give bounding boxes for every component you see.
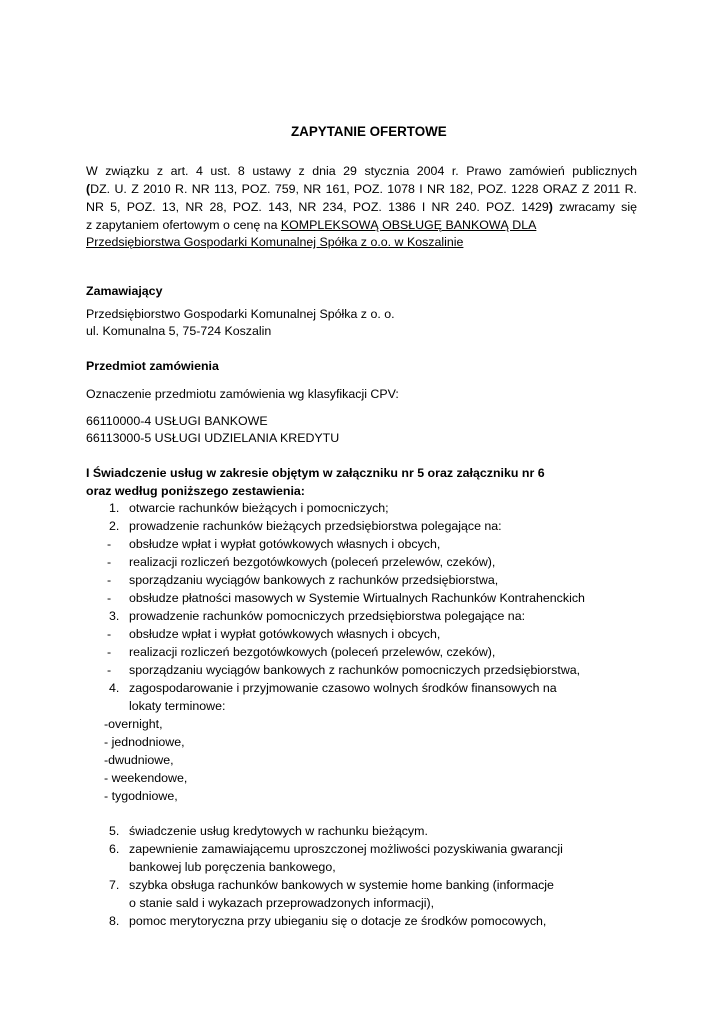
term-item: - jednodniowe, — [104, 735, 185, 749]
list-item-cont: lokaty terminowe: — [129, 699, 226, 713]
list-item: sporządzaniu wyciągów bankowych z rachunków przedsiębiorstwa, — [129, 573, 499, 587]
intro-legal-ref-cont: NR 5, POZ. 13, NR 28, POZ. 143, NR 234, POZ. 1386 I NR 240. POZ. 1429 — [86, 200, 549, 214]
list-item: pomoc merytoryczna przy ubieganiu się o dotacje ze środków pomocowych, — [129, 914, 547, 928]
term-item: - tygodniowe, — [104, 789, 178, 803]
list-item: prowadzenie rachunków bieżących przedsiębiorstwa polegające na: — [129, 519, 502, 533]
list-marker: - — [107, 537, 112, 551]
intro-line-1: W związku z art. 4 ust. 8 ustawy z dnia 29 stycznia 2004 r. Prawo zamówień publicznych — [86, 164, 637, 178]
list-marker: 4. — [109, 681, 120, 695]
zamawiajacy-address: ul. Komunalna 5, 75-724 Koszalin — [86, 324, 272, 338]
intro-subject-link-cont: Przedsiębiorstwa Gospodarki Komunalnej Spółka z o.o. w Koszalinie — [86, 235, 464, 249]
list-marker: 6. — [109, 842, 120, 856]
zamawiajacy-name: Przedsiębiorstwo Gospodarki Komunalnej Spółka z o. o. — [86, 307, 395, 321]
section-1-heading-cont: oraz według poniższego zestawienia: — [86, 484, 305, 498]
list-marker: - — [107, 663, 112, 677]
intro-line-3 — [86, 199, 637, 216]
intro-legal-ref: DZ. U. Z 2010 R. NR 113, POZ. 759, NR 161, POZ. 1078 I NR 182, POZ. 1228 ORAZ Z 2011 R. — [90, 182, 637, 196]
list-item: zagospodarowanie i przyjmowanie czasowo wolnych środków finansowych na — [129, 681, 557, 695]
list-marker: - — [107, 573, 112, 587]
intro-paren-open: ( — [86, 182, 91, 196]
list-marker: 8. — [109, 914, 120, 928]
list-item-cont: bankowej lub poręczenia bankowego, — [129, 860, 336, 874]
cpv-code-2: 66113000-5 USŁUGI UDZIELANIA KREDYTU — [86, 431, 340, 445]
document-title: ZAPYTANIE OFERTOWE — [291, 124, 447, 139]
list-marker: 3. — [109, 609, 120, 623]
intro-line-4-start: z zapytaniem ofertowym o cenę na — [86, 218, 281, 232]
term-item: -overnight, — [104, 717, 163, 731]
list-marker: 2. — [109, 519, 120, 533]
list-marker: - — [107, 627, 112, 641]
section-1-heading: I Świadczenie usług w zakresie objętym w załączniku nr 5 oraz załączniku nr 6 — [86, 466, 545, 480]
list-marker: - — [107, 555, 112, 569]
term-item: - weekendowe, — [104, 771, 188, 785]
przedmiot-heading: Przedmiot zamówienia — [86, 359, 219, 373]
intro-line-4 — [86, 217, 536, 234]
list-item: zapewnienie zamawiającemu uproszczonej możliwości pozyskiwania gwarancji — [129, 842, 563, 856]
list-marker: 7. — [109, 878, 120, 892]
zamawiajacy-heading: Zamawiający — [86, 284, 163, 298]
list-item: realizacji rozliczeń bezgotówkowych (poleceń przelewów, czeków), — [129, 645, 496, 659]
intro-line-3-end: zwracamy się — [552, 200, 637, 214]
list-item: świadczenie usług kredytowych w rachunku bieżącym. — [129, 824, 428, 838]
list-item: obsłudze wpłat i wypłat gotówkowych własnych i obcych, — [129, 537, 441, 551]
cpv-label: Oznaczenie przedmiotu zamówienia wg klasyfikacji CPV: — [86, 387, 399, 401]
list-item: obsłudze wpłat i wypłat gotówkowych własnych i obcych, — [129, 627, 441, 641]
intro-line-2 — [86, 181, 637, 198]
list-marker: - — [107, 591, 112, 605]
term-item: -dwudniowe, — [104, 753, 174, 767]
list-item: realizacji rozliczeń bezgotówkowych (poleceń przelewów, czeków), — [129, 555, 496, 569]
list-marker: 5. — [109, 824, 120, 838]
intro-subject-link: KOMPLEKSOWĄ OBSŁUGĘ BANKOWĄ DLA — [280, 218, 537, 232]
intro-paren-close: ) — [548, 200, 553, 214]
list-item: prowadzenie rachunków pomocniczych przedsiębiorstwa polegające na: — [129, 609, 526, 623]
cpv-code-1: 66110000-4 USŁUGI BANKOWE — [86, 414, 268, 428]
list-item: szybka obsługa rachunków bankowych w systemie home banking (informacje — [129, 878, 554, 892]
list-marker: - — [107, 645, 112, 659]
list-item: otwarcie rachunków bieżących i pomocniczych; — [129, 501, 389, 515]
list-item-cont: o stanie sald i wykazach przeprowadzonych informacji), — [129, 896, 435, 910]
list-marker: 1. — [109, 501, 120, 515]
list-item: sporządzaniu wyciągów bankowych z rachunków pomocniczych przedsiębiorstwa, — [129, 663, 581, 677]
list-item: obsłudze płatności masowych w Systemie Wirtualnych Rachunków Kontrahenckich — [129, 591, 585, 605]
